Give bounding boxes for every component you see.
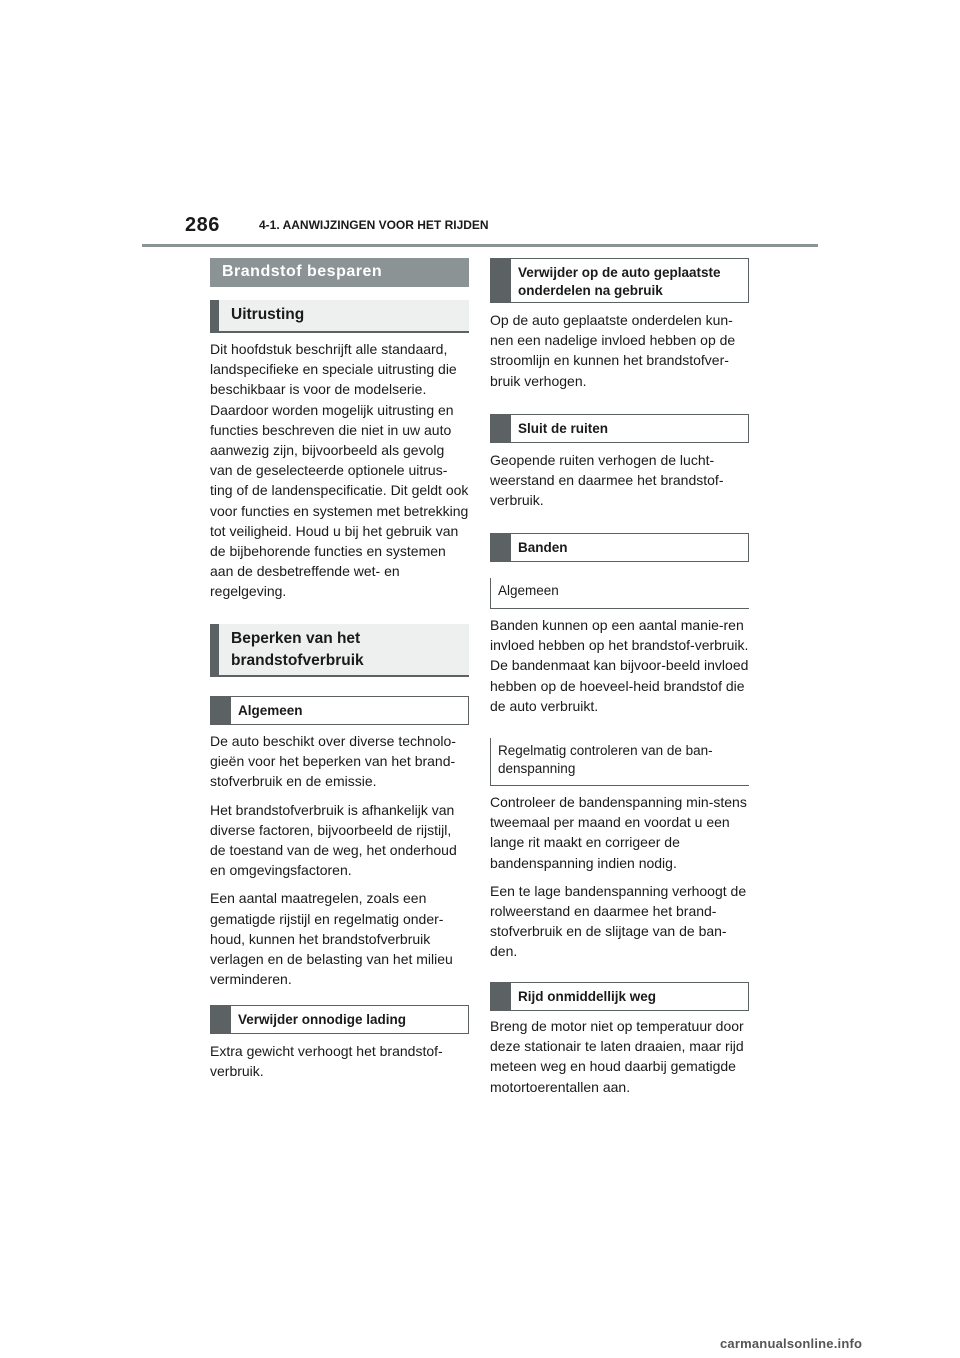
heading-banden xyxy=(490,533,749,562)
heading-onderdelen-line1: Verwijder op de auto geplaatste xyxy=(518,265,721,280)
heading-onderdelen-line2: onderdelen na gebruik xyxy=(518,283,663,298)
site-watermark: carmanualsonline.info xyxy=(720,1336,863,1351)
uitrusting-text: Dit hoofdstuk beschrijft alle standaard, landspecifieke en speciale uitrusting die beschikbaar is voor de modelserie. Daardoor worden mogelijk uitrusting en functies beschreven die niet in uw auto aanwezig zijn, bijvoorbeeld als gevolg van de geselecteerde optionele uitrus-ting of de landenspecificatie. Dit geldt ook voor functies en systemen met betrekking tot veiligheid. Houd u bij het gebruik van de bijbehorende functies en systemen aan de desbetreffende wet- en regelgeving. xyxy=(210,341,469,600)
heading-bandenspanning xyxy=(490,738,749,786)
algemeen-paragraphs xyxy=(210,731,469,989)
heading-wegrijden-label: Rijd onmiddellijk weg xyxy=(518,989,657,1004)
heading-lading xyxy=(210,1005,469,1034)
heading-onderdelen-label xyxy=(511,259,728,302)
heading-ruiten xyxy=(490,414,749,443)
heading-beperken-line2: brandstofverbruik xyxy=(231,652,364,669)
heading-onderdelen xyxy=(490,258,749,303)
heading-marker xyxy=(211,1006,231,1033)
section-banner: Brandstof besparen xyxy=(210,258,469,287)
bandenspanning-p2: Een te lage bandenspanning verhoogt de rolweerstand en daarmee het brand-stofverbruik en de slijtage van de ban-den. xyxy=(490,882,747,960)
uitrusting-paragraph xyxy=(210,339,469,602)
header-divider xyxy=(142,244,818,247)
heading-bandenspanning-line1: Regelmatig controleren van de ban- xyxy=(498,743,713,758)
onderdelen-paragraph xyxy=(490,310,749,391)
algemeen-p2: Het brandstofverbruik is afhankelijk van diverse factoren, bijvoorbeeld de rijstijl, de toestand van de weg, het onderhoud en omgevingsfactoren. xyxy=(210,801,457,879)
heading-lading-label: Verwijder onnodige lading xyxy=(238,1012,407,1027)
heading-beperken-line1: Beperken van het xyxy=(231,630,361,647)
page-number: 286 xyxy=(185,214,220,236)
bandenspanning-p1: Controleer de bandenspanning min-stens tweemaal per maand en voordat u een lange rit maakt en corrigeer de bandenspanning indien nodig. xyxy=(490,794,747,871)
ruiten-paragraph xyxy=(490,450,749,511)
heading-bandenspanning-line2: denspanning xyxy=(498,761,576,776)
banden-paragraph xyxy=(490,615,749,716)
lading-paragraph xyxy=(210,1041,469,1081)
heading-marker xyxy=(211,697,231,724)
heading-marker xyxy=(491,415,511,442)
wegrijden-text: Breng de motor niet op temperatuur door deze stationair te laten draaien, maar rijd meteen weg en houd daarbij gematigde motortoerentallen aan. xyxy=(490,1018,744,1095)
heading-banden-algemeen: Algemeen xyxy=(490,578,749,609)
bandenspanning-paragraphs xyxy=(490,792,749,962)
heading-beperken xyxy=(210,624,469,677)
lading-text: Extra gewicht verhoogt het brandstof-verbruik. xyxy=(210,1043,443,1080)
chapter-title: 4-1. AANWIJZINGEN VOOR HET RIJDEN xyxy=(259,218,489,232)
algemeen-p3: Een aantal maatregelen, zoals een gematigde rijstijl en regelmatig onder-houd, kunnen het brandstofverbruik verlagen en de belasting van het milieu verminderen. xyxy=(210,890,453,988)
onderdelen-text: Op de auto geplaatste onderdelen kun-nen een nadelige invloed hebben op de stroomlijn en kunnen het brandstofver-bruik verhogen. xyxy=(490,312,736,389)
heading-ruiten-label: Sluit de ruiten xyxy=(518,421,609,436)
heading-marker xyxy=(491,534,511,561)
heading-algemeen-label: Algemeen xyxy=(238,703,303,718)
ruiten-text: Geopende ruiten verhogen de lucht-weerstand en daarmee het brandstof-verbruik. xyxy=(490,452,724,509)
heading-algemeen xyxy=(210,696,469,725)
heading-marker xyxy=(491,983,511,1010)
wegrijden-paragraph xyxy=(490,1016,749,1097)
heading-banden-label: Banden xyxy=(518,540,568,555)
algemeen-p1: De auto beschikt over diverse technolo-gieën voor het beperken van het brand-stofverbruik en de emissie. xyxy=(210,733,456,790)
heading-uitrusting: Uitrusting xyxy=(210,300,469,333)
heading-marker xyxy=(491,259,511,302)
banden-text: Banden kunnen op een aantal manie-ren invloed hebben op het brandstof-verbruik. De bandenmaat kan bijvoor-beeld invloed hebben op de hoeveel-heid brandstof die de auto verbruikt. xyxy=(490,617,749,714)
heading-wegrijden xyxy=(490,982,749,1011)
